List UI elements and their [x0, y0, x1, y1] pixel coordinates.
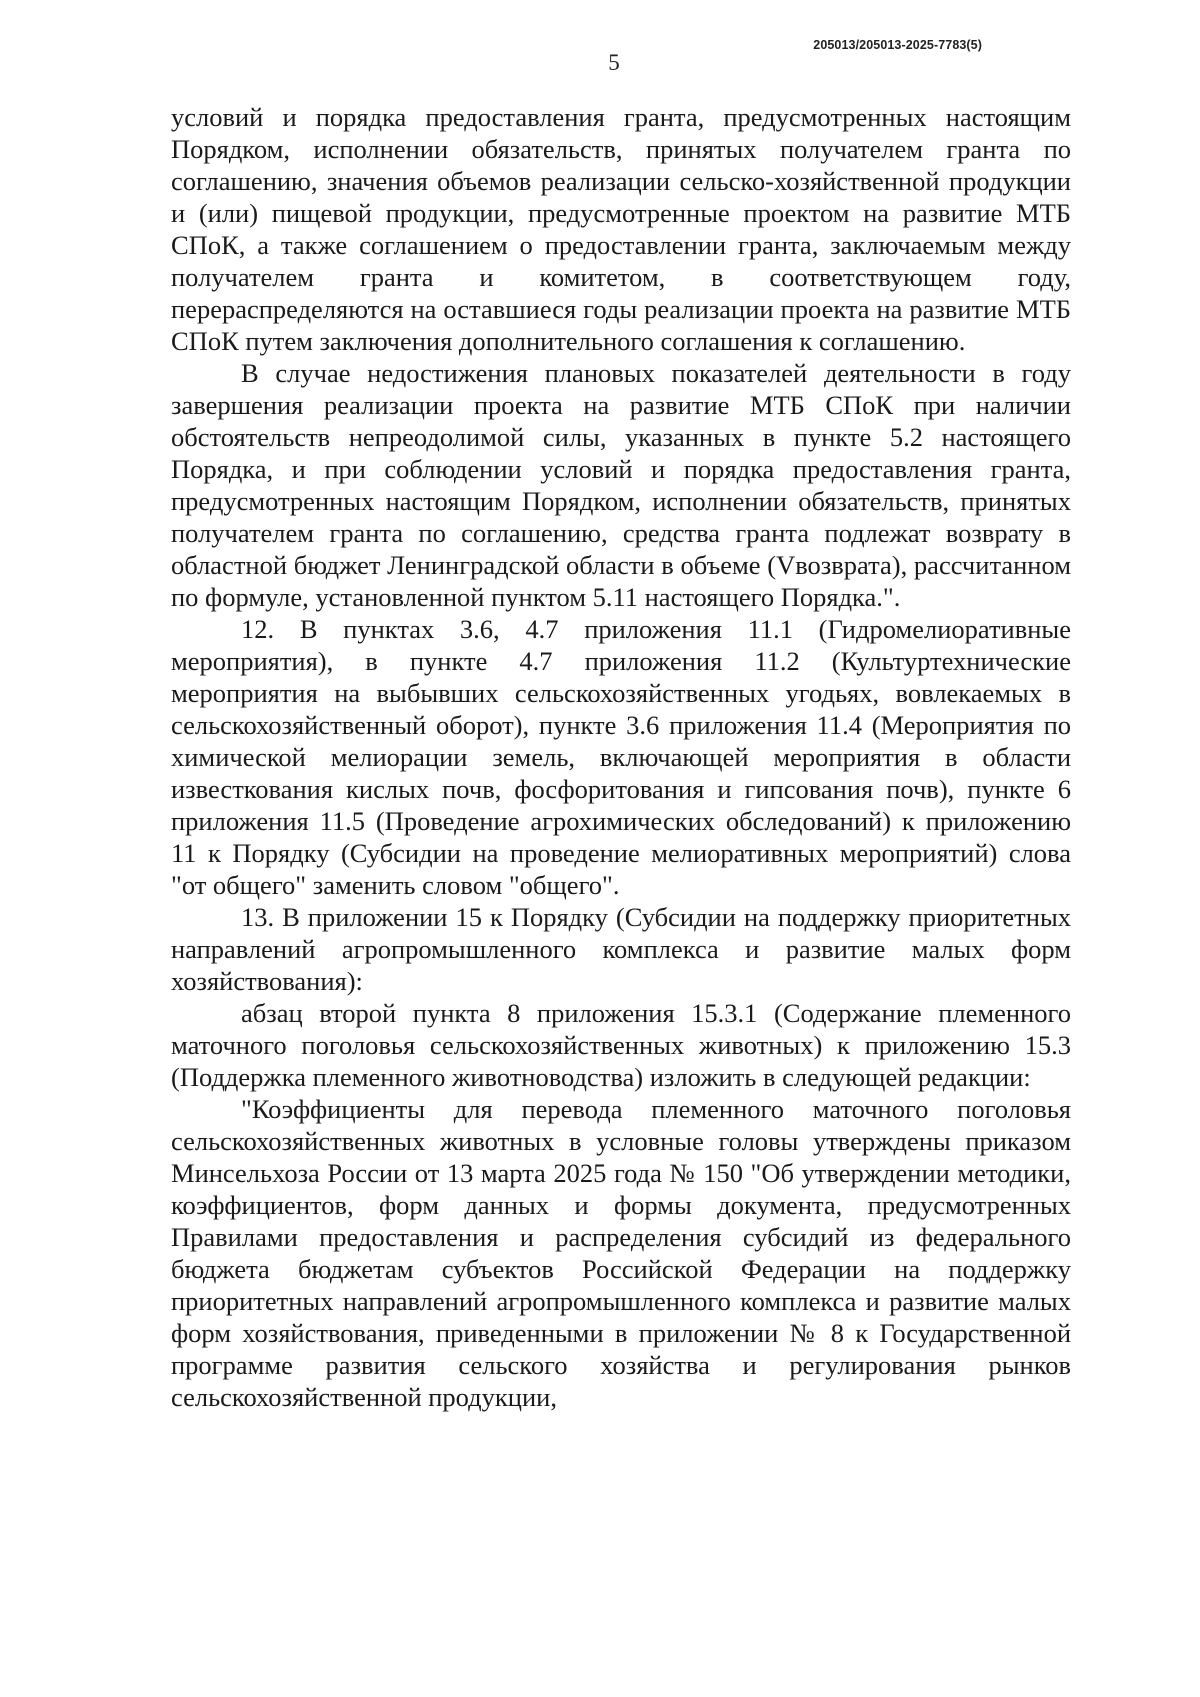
paragraph-coefficients-quote: "Коэффициенты для перевода племенного маточного поголовья сельскохозяйственных животных в условные головы утверждены приказом Минсельхоза России от 13 марта 2025 года № 150 "Об утверждении методики, коэффициентов, форм данных и формы документа, предусмотренных Правилами предоставления и распределения субсидий из федерального бюджета бюджетам субъектов Российской Федерации на поддержку приоритетных направлений агропромышленного комплекса и развитие малых форм хозяйствования, приведенными в приложении № 8 к Государственной программе развития сельского хозяйства и регулирования рынков сельскохозяйственной продукции,: [171, 1094, 1071, 1412]
document-id: 205013/205013-2025-7783(5): [813, 38, 982, 52]
paragraph-item-12: 12. В пунктах 3.6, 4.7 приложения 11.1 (Гидромелиоративные мероприятия), в пункте 4.7 приложения 11.2 (Культуртехнические мероприятия на выбывших сельскохозяйственных угодьях, вовлекаемых в сельскохозяйственный оборот), пункте 3.6 приложения 11.4 (Мероприятия по химической мелиорации земель, включающей мероприятия в области известкования кислых почв, фосфоритования и гипсования почв), пункте 6 приложения 11.5 (Проведение агрохимических обследований) к приложению 11 к Порядку (Субсидии на проведение мелиоративных мероприятий) слова "от общего" заменить словом "общего".: [171, 614, 1071, 900]
paragraph-item-13: 13. В приложении 15 к Порядку (Субсидии на поддержку приоритетных направлений агропромышленного комплекса и развитие малых форм хозяйствования):: [171, 902, 1071, 996]
document-body: [171, 101, 1071, 1413]
paragraph-nonachievement: В случае недостижения плановых показателей деятельности в году завершения реализации проекта на развитие МТБ СПоК при наличии обстоятельств непреодолимой силы, указанных в пункте 5.2 настоящего Порядка, и при соблюдении условий и порядка предоставления гранта, предусмотренных настоящим Порядком, исполнении обязательств, принятых получателем гранта по соглашению, средства гранта подлежат возврату в областной бюджет Ленинградской области в объеме (Vвозврата), рассчитанном по формуле, установленной пунктом 5.11 настоящего Порядка.".: [171, 358, 1071, 612]
page-number: 5: [608, 50, 620, 75]
paragraph-continuation: условий и порядка предоставления гранта, предусмотренных настоящим Порядком, исполнении обязательств, принятых получателем гранта по соглашению, значения объемов реализации сельско-хозяйственной продукции и (или) пищевой продукции, предусмотренные проектом на развитие МТБ СПоК, а также соглашением о предоставлении гранта, заключаемым между получателем гранта и комитетом, в соответствующем году, перераспределяются на оставшиеся годы реализации проекта на развитие МТБ СПоК путем заключения дополнительного соглашения к соглашению.: [171, 102, 1071, 356]
paragraph-second-clause: абзац второй пункта 8 приложения 15.3.1 (Содержание племенного маточного поголовья сельскохозяйственных животных) к приложению 15.3 (Поддержка племенного животноводства) изложить в следующей редакции:: [171, 998, 1071, 1092]
